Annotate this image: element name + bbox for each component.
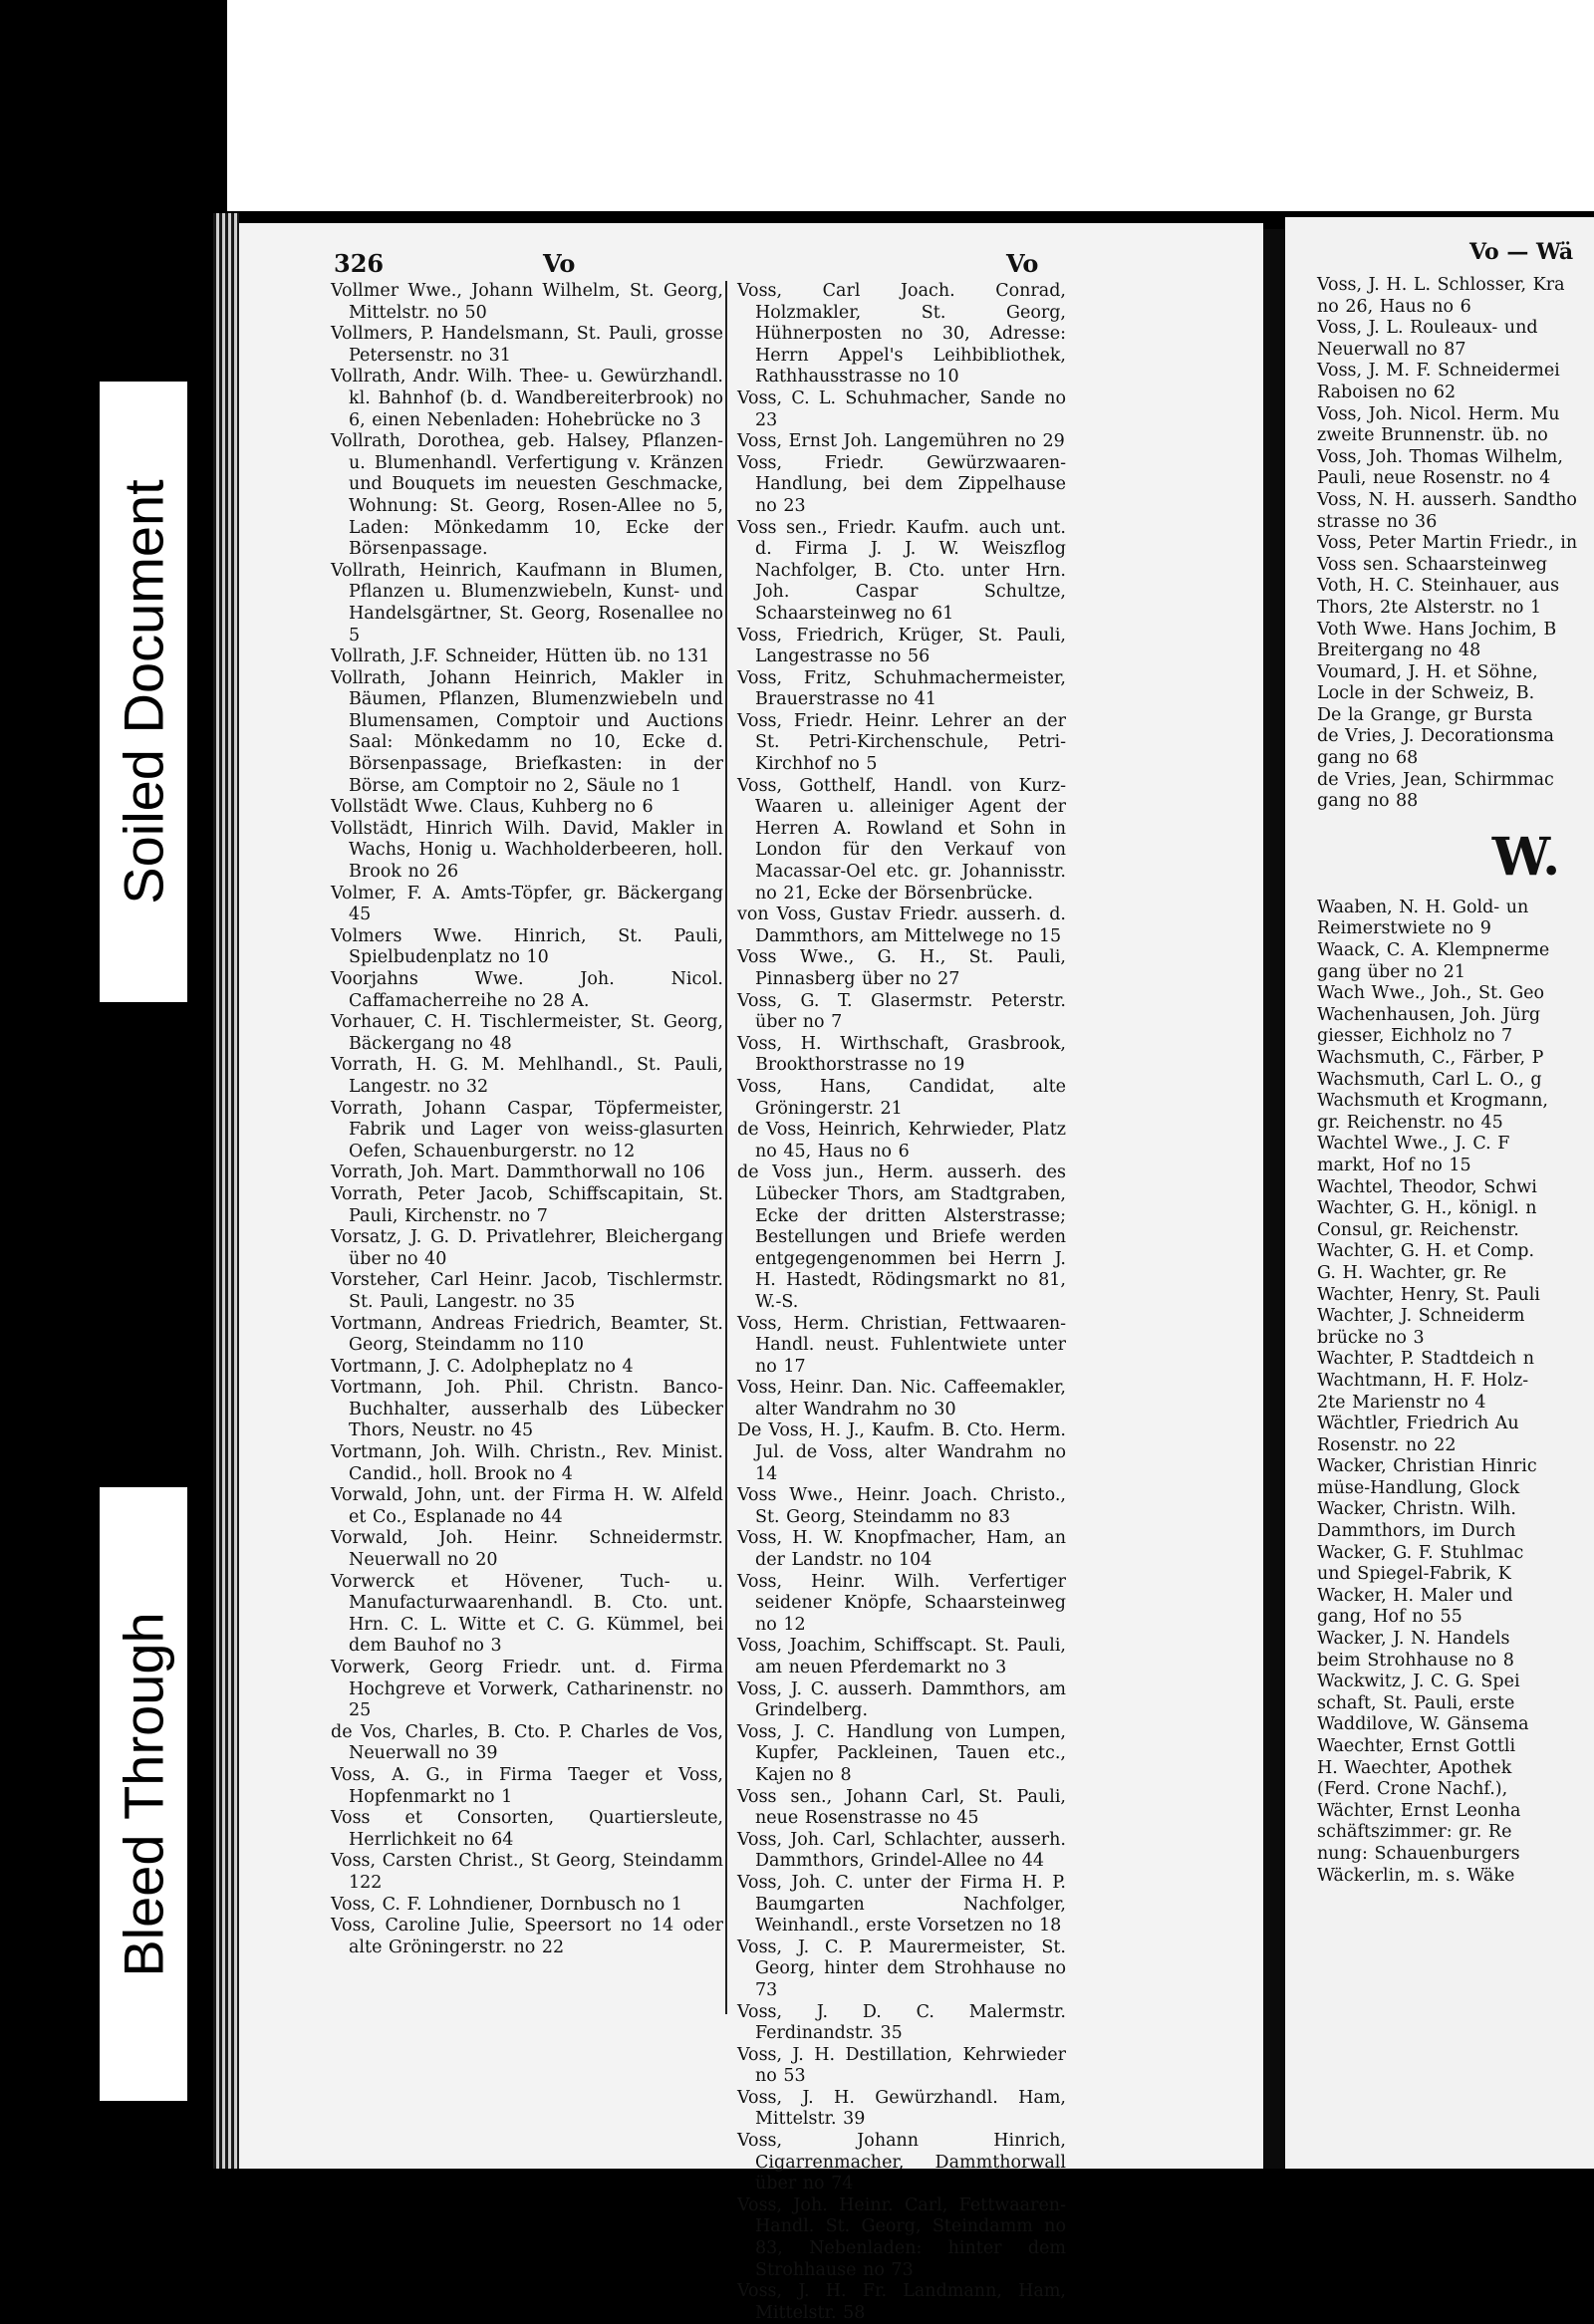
directory-entry: De Voss, H. J., Kaufm. B. Cto. Herm. Jul. de Voss, alter Wandrahm no 14 bbox=[737, 1420, 1066, 1484]
directory-entry: Voss, A. G., in Firma Taeger et Voss, Hopfenmarkt no 1 bbox=[331, 1764, 723, 1807]
directory-entry: Wachter, Henry, St. Pauli bbox=[1317, 1284, 1540, 1305]
directory-entry: Rosenstr. no 22 bbox=[1317, 1434, 1457, 1455]
directory-entry: Voss, J. L. Rouleaux- und bbox=[1317, 318, 1538, 339]
directory-entry: Voss sen., Johann Carl, St. Pauli, neue Rosenstrasse no 45 bbox=[737, 1786, 1066, 1829]
book-gutter bbox=[1263, 229, 1285, 2169]
directory-entry: Voss, N. H. ausserh. Sandtho bbox=[1317, 489, 1577, 510]
directory-entry: Volmer, F. A. Amts-Töpfer, gr. Bäckergang 45 bbox=[331, 883, 723, 925]
column-divider bbox=[725, 281, 727, 2014]
directory-entry: Vorhauer, C. H. Tischlermeister, St. Georg, Bäckergang no 48 bbox=[331, 1012, 723, 1054]
directory-entry: Breitergang no 48 bbox=[1317, 641, 1481, 661]
directory-entry: Voss, J. H. Destillation, Kehrwieder no 53 bbox=[737, 2044, 1066, 2087]
directory-entry: H. Waechter, Apothek bbox=[1317, 1757, 1512, 1778]
directory-entry: schaft, St. Pauli, erste bbox=[1317, 1692, 1515, 1713]
right-entries-vo bbox=[1317, 275, 1594, 813]
directory-entry: de Voss, Heinrich, Kehrwieder, Platz no 45, Haus no 6 bbox=[737, 1120, 1066, 1162]
directory-entry: und Spiegel-Fabrik, K bbox=[1317, 1564, 1511, 1585]
directory-entry: Reimerstwiete no 9 bbox=[1317, 918, 1491, 939]
directory-entry: Voss, J. C. P. Maurermeister, St. Georg, hinter dem Strohhause no 73 bbox=[737, 1937, 1066, 2000]
directory-entry: Voss Wwe., Heinr. Joach. Christo., St. Georg, Steindamm no 83 bbox=[737, 1485, 1066, 1527]
directory-entry: Vorwerck et Hövener, Tuch- u. Manufacturwaarenhandl. B. Cto. unt. Hrn. C. L. Witte et C. G. Kümmel, bei dem Bauhof no 3 bbox=[331, 1571, 723, 1657]
book-page-edges bbox=[213, 213, 239, 2169]
directory-entry: Voss et Consorten, Quartiersleute, Herrlichkeit no 64 bbox=[331, 1808, 723, 1850]
directory-entry: müse-Handlung, Glock bbox=[1317, 1477, 1520, 1498]
directory-entry: Vorsteher, Carl Heinr. Jacob, Tischlermstr. St. Pauli, Langestr. no 35 bbox=[331, 1270, 723, 1312]
right-entries-wa bbox=[1317, 898, 1594, 1887]
directory-entry: gang, Hof no 55 bbox=[1317, 1607, 1462, 1628]
directory-entry: Waaben, N. H. Gold- un bbox=[1317, 897, 1529, 917]
directory-entry: Wachenhausen, Joh. Jürg bbox=[1317, 1004, 1541, 1025]
directory-entry: strasse no 36 bbox=[1317, 511, 1438, 532]
right-page-partial bbox=[1285, 217, 1594, 2169]
directory-entry: Wacker, J. N. Handels bbox=[1317, 1629, 1510, 1650]
directory-column-2 bbox=[737, 281, 1066, 2324]
directory-entry: Voss Wwe., G. H., St. Pauli, Pinnasberg über no 27 bbox=[737, 947, 1066, 989]
directory-entry: Thors, 2te Alsterstr. no 1 bbox=[1317, 597, 1542, 618]
directory-entry: giesser, Eichholz no 7 bbox=[1317, 1026, 1513, 1047]
directory-entry: Locle in der Schweiz, B. bbox=[1317, 683, 1535, 704]
directory-entry: Voss, J. H. L. Schlosser, Kra bbox=[1317, 275, 1565, 295]
directory-entry: nung: Schauenburgers bbox=[1317, 1843, 1520, 1864]
directory-entry: Voss, Joh. Nicol. Herm. Mu bbox=[1317, 403, 1560, 424]
directory-entry: Vorwald, John, unt. der Firma H. W. Alfeld et Co., Esplanade no 44 bbox=[331, 1485, 723, 1527]
directory-entry: brücke no 3 bbox=[1317, 1327, 1425, 1348]
directory-entry: Voss, J. D. C. Malermstr. Ferdinandstr. 35 bbox=[737, 2001, 1066, 2044]
directory-entry: Voss, J. H. Fr. Landmann, Ham, Mittelstr. 58 bbox=[737, 2281, 1066, 2323]
directory-entry: Vorsatz, J. G. D. Privatlehrer, Bleichergang über no 40 bbox=[331, 1227, 723, 1269]
directory-entry: Voss sen. Schaarsteinweg bbox=[1317, 554, 1547, 575]
directory-entry: Vortmann, Andreas Friedrich, Beamter, St. Georg, Steindamm no 110 bbox=[331, 1313, 723, 1356]
directory-entry: Wachter, J. Schneiderm bbox=[1317, 1306, 1525, 1327]
directory-entry: Wachsmuth, Carl L. O., g bbox=[1317, 1069, 1542, 1090]
directory-entry: Voss sen., Friedr. Kaufm. auch unt. d. Firma J. J. W. Weiszflog Nachfolger, B. Cto. unter Hrn. Joh. Caspar Schultze, Schaarsteinweg no 61 bbox=[737, 517, 1066, 624]
directory-entry: Vollrath, Dorothea, geb. Halsey, Pflanzen- u. Blumenhandl. Verfertigung v. Kränzen und Bouquets im neuesten Geschmacke, Wohnung: St. Georg, Rosen-Allee no 5, Laden: Mönkedamm 10, Ecke der Börsenpassage. bbox=[331, 431, 723, 560]
directory-entry: Voss, Friedrich, Krüger, St. Pauli, Langestrasse no 56 bbox=[737, 625, 1066, 667]
section-letter-w: W. bbox=[1491, 826, 1561, 888]
directory-entry: (Ferd. Crone Nachf.), bbox=[1317, 1779, 1508, 1800]
directory-entry: von Voss, Gustav Friedr. ausserh. d. Dammthors, am Mittelwege no 15 bbox=[737, 904, 1066, 946]
directory-entry: Voss, Joachim, Schiffscapt. St. Pauli, am neuen Pferdemarkt no 3 bbox=[737, 1636, 1066, 1678]
directory-entry: Voss, Joh. Thomas Wilhelm, bbox=[1317, 446, 1563, 467]
directory-entry: Voss, C. L. Schuhmacher, Sande no 23 bbox=[737, 387, 1066, 430]
directory-entry: Voss, Joh. Carl, Schlachter, ausserh. Dammthors, Grindel-Allee no 44 bbox=[737, 1829, 1066, 1872]
page-number: 326 bbox=[334, 249, 385, 278]
directory-entry: Voss, Fritz, Schuhmachermeister, Brauerstrasse no 41 bbox=[737, 667, 1066, 710]
directory-entry: zweite Brunnenstr. üb. no bbox=[1317, 425, 1548, 446]
page-header bbox=[239, 243, 1263, 283]
directory-entry: Vortmann, Joh. Phil. Christn. Banco-Buchhalter, ausserhalb des Lübecker Thors, Neustr. no 45 bbox=[331, 1378, 723, 1441]
directory-entry: Vollrath, J.F. Schneider, Hütten üb. no 131 bbox=[331, 646, 710, 667]
directory-entry: Vorrath, H. G. M. Mehlhandl., St. Pauli, Langestr. no 32 bbox=[331, 1055, 723, 1097]
directory-entry: Voumard, J. H. et Söhne, bbox=[1317, 661, 1538, 682]
directory-column-1 bbox=[331, 281, 723, 1958]
directory-entry: Volmers Wwe. Hinrich, St. Pauli, Spielbudenplatz no 10 bbox=[331, 925, 723, 968]
directory-entry: Vorrath, Joh. Mart. Dammthorwall no 106 bbox=[331, 1162, 705, 1183]
directory-entry: beim Strohhause no 8 bbox=[1317, 1650, 1514, 1671]
directory-entry: Voss, J. H. Gewürzhandl. Ham, Mittelstr. 39 bbox=[737, 2087, 1066, 2130]
directory-entry: Waddilove, W. Gänsema bbox=[1317, 1714, 1529, 1735]
directory-entry: Vollmer Wwe., Johann Wilhelm, St. Georg, Mittelstr. no 50 bbox=[331, 281, 723, 323]
directory-entry: Wacker, G. F. Stuhlmac bbox=[1317, 1542, 1524, 1563]
directory-entry: Vollrath, Heinrich, Kaufmann in Blumen, Pflanzen u. Blumenzwiebeln, Kunst- und Handelsgärtner, St. Georg, Rosenallee no 5 bbox=[331, 560, 723, 646]
directory-entry: Raboisen no 62 bbox=[1317, 382, 1457, 402]
directory-entry: Voss, Johann Hinrich, Cigarrenmacher, Dammthorwall über no 74 bbox=[737, 2131, 1066, 2195]
directory-entry: De la Grange, gr Bursta bbox=[1317, 704, 1533, 725]
directory-entry: Voss, Friedr. Gewürzwaaren-Handlung, bei dem Zippelhause no 23 bbox=[737, 452, 1066, 516]
directory-entry: Voth Wwe. Hans Jochim, B bbox=[1317, 619, 1557, 640]
directory-entry: Dammthors, im Durch bbox=[1317, 1521, 1516, 1542]
directory-entry: Voss, C. F. Lohndiener, Dornbusch no 1 bbox=[331, 1894, 682, 1915]
directory-entry: Voss, G. T. Glasermstr. Peterstr. über no 7 bbox=[737, 990, 1066, 1033]
directory-entry: Voss, J. C. ausserh. Dammthors, am Grindelberg. bbox=[737, 1678, 1066, 1721]
background-white-top-right bbox=[1158, 0, 1594, 169]
directory-entry: Wachter, P. Stadtdeich n bbox=[1317, 1349, 1535, 1370]
directory-entry: Voss, Ernst Joh. Langemühren no 29 bbox=[737, 431, 1065, 452]
directory-entry: Consul, gr. Reichenstr. bbox=[1317, 1219, 1519, 1240]
directory-entry: Vorwerk, Georg Friedr. unt. d. Firma Hochgreve et Vorwerk, Catharinenstr. no 25 bbox=[331, 1658, 723, 1721]
directory-entry: schäftszimmer: gr. Re bbox=[1317, 1822, 1512, 1843]
directory-entry: Wachsmuth, C., Färber, P bbox=[1317, 1048, 1544, 1068]
directory-entry: Wackwitz, J. C. G. Spei bbox=[1317, 1672, 1520, 1692]
directory-entry: Voss, Gotthelf, Handl. von Kurz-Waaren u. alleiniger Agent der Herren A. Rowland et Sohn in London für den Verkauf von Macassar-Oel etc. gr. Johannisstr. no 21, Ecke der Börsenbrücke. bbox=[737, 775, 1066, 904]
directory-entry: Voss, Heinr. Wilh. Verfertiger seidener Knöpfe, Schaarsteinweg no 12 bbox=[737, 1571, 1066, 1635]
directory-entry: Wachtel Wwe., J. C. F bbox=[1317, 1134, 1510, 1155]
directory-entry: no 26, Haus no 6 bbox=[1317, 296, 1471, 317]
directory-entry: Waechter, Ernst Gottli bbox=[1317, 1736, 1516, 1756]
directory-entry: G. H. Wachter, gr. Re bbox=[1317, 1262, 1507, 1283]
directory-entry: Vortmann, J. C. Adolpheplatz no 4 bbox=[331, 1356, 634, 1377]
directory-entry: Voss, Joh. Heinr. Carl, Fettwaaren-Handl. St. Georg, Steindamm no 83, Nebenladen: hinter dem Strohhause no 73 bbox=[737, 2195, 1066, 2280]
directory-entry: gang über no 21 bbox=[1317, 961, 1466, 982]
directory-entry: Pauli, neue Rosenstr. no 4 bbox=[1317, 468, 1551, 489]
directory-entry: Vorrath, Peter Jacob, Schiffscapitain, St. Pauli, Kirchenstr. no 7 bbox=[331, 1183, 723, 1226]
directory-entry: de Vos, Charles, B. Cto. P. Charles de Vos, Neuerwall no 39 bbox=[331, 1721, 723, 1764]
bleed-through-text: Bleed Through bbox=[112, 1611, 175, 1977]
directory-entry: Voss, Herm. Christian, Fettwaaren-Handl. neust. Fuhlentwiete unter no 17 bbox=[737, 1313, 1066, 1377]
directory-entry: Vorwald, Joh. Heinr. Schneidermstr. Neuerwall no 20 bbox=[331, 1528, 723, 1571]
directory-entry: Voss, Heinr. Dan. Nic. Caffeemakler, alter Wandrahm no 30 bbox=[737, 1378, 1066, 1420]
bleed-through-label bbox=[100, 1487, 187, 2101]
directory-entry: Wachsmuth et Krogmann, bbox=[1317, 1091, 1548, 1112]
directory-entry: Voss, Hans, Candidat, alte Gröningerstr. 21 bbox=[737, 1076, 1066, 1119]
directory-entry: Vollstädt, Hinrich Wilh. David, Makler in Wachs, Honig u. Wachholderbeeren, holl. Brook no 26 bbox=[331, 818, 723, 883]
directory-entry: Voss, Peter Martin Friedr., in bbox=[1317, 533, 1578, 554]
directory-entry: Wachter, G. H. et Comp. bbox=[1317, 1241, 1535, 1262]
directory-entry: Voss, J. M. F. Schneidermei bbox=[1317, 361, 1560, 382]
directory-entry: Voorjahns Wwe. Joh. Nicol. Caffamacherreihe no 28 A. bbox=[331, 969, 723, 1011]
directory-entry: gang no 68 bbox=[1317, 748, 1419, 769]
directory-entry: Wächtler, Friedrich Au bbox=[1317, 1414, 1519, 1434]
directory-entry: Wacker, Christian Hinric bbox=[1317, 1456, 1537, 1477]
directory-entry: Waack, C. A. Klempnerme bbox=[1317, 940, 1550, 961]
directory-entry: Voss, Friedr. Heinr. Lehrer an der St. Petri-Kirchenschule, Petri-Kirchhof no 5 bbox=[737, 710, 1066, 775]
directory-entry: Wachtmann, H. F. Holz- bbox=[1317, 1370, 1529, 1391]
directory-entry: 2te Marienstr no 4 bbox=[1317, 1392, 1486, 1413]
directory-entry: Wachter, G. H., königl. n bbox=[1317, 1198, 1537, 1219]
directory-entry: de Voss jun., Herm. ausserh. des Lübecker Thors, am Stadtgraben, Ecke der dritten Alsterstrasse; Bestellungen und Briefe werden entgegengenommen bei Herrn J. H. Hastedt, Rödingsmarkt no 81, W.-S. bbox=[737, 1162, 1066, 1312]
soiled-document-label bbox=[100, 382, 187, 1002]
left-page bbox=[239, 223, 1263, 2323]
directory-entry: Voss, J. C. Handlung von Lumpen, Kupfer, Packleinen, Tauen etc., Kajen no 8 bbox=[737, 1721, 1066, 1785]
header-left-column: Vo bbox=[543, 249, 576, 278]
directory-entry: de Vries, J. Decorationsma bbox=[1317, 726, 1554, 747]
directory-entry: Vorrath, Johann Caspar, Töpfermeister, Fabrik und Lager von weiss-glasurten Oefen, Schauenburgerstr. no 12 bbox=[331, 1098, 723, 1162]
directory-entry: Wäckerlin, m. s. Wäke bbox=[1317, 1865, 1515, 1886]
directory-entry: Vollmers, P. Handelsmann, St. Pauli, grosse Petersenstr. no 31 bbox=[331, 324, 723, 366]
directory-entry: Neuerwall no 87 bbox=[1317, 339, 1466, 360]
directory-entry: Voss, Carsten Christ., St Georg, Steindamm 122 bbox=[331, 1851, 723, 1893]
directory-entry: Voss, Joh. C. unter der Firma H. P. Baumgarten Nachfolger, Weinhandl., erste Vorsetzen no 18 bbox=[737, 1872, 1066, 1937]
directory-entry: Wächter, Ernst Leonha bbox=[1317, 1800, 1521, 1821]
directory-entry: Voss, H. W. Knopfmacher, Ham, an der Landstr. no 104 bbox=[737, 1528, 1066, 1571]
directory-entry: Voss, H. Wirthschaft, Grasbrook, Brookthorstrasse no 19 bbox=[737, 1033, 1066, 1076]
directory-entry: gr. Reichenstr. no 45 bbox=[1317, 1112, 1503, 1133]
directory-entry: Wachtel, Theodor, Schwi bbox=[1317, 1176, 1537, 1197]
right-page-column bbox=[1317, 275, 1594, 1887]
directory-entry: Wacker, H. Maler und bbox=[1317, 1585, 1513, 1606]
directory-entry: Vortmann, Joh. Wilh. Christn., Rev. Minist. Candid., holl. Brook no 4 bbox=[331, 1442, 723, 1484]
directory-entry: Wacker, Christn. Wilh. bbox=[1317, 1499, 1516, 1520]
directory-entry: gang no 88 bbox=[1317, 791, 1419, 812]
soiled-document-text: Soiled Document bbox=[112, 479, 175, 904]
right-page-header: Vo — Wä bbox=[1469, 239, 1574, 265]
header-right-column: Vo bbox=[1006, 249, 1039, 278]
directory-entry: Vollrath, Johann Heinrich, Makler in Bäumen, Pflanzen, Blumenzwiebeln und Blumensamen, Comptoir und Auctions Saal: Mönkedamm no 10, Ecke d. Börsenpassage, Briefkasten: in der Börse, am Comptoir no 2, Säule no 1 bbox=[331, 667, 723, 796]
directory-entry: markt, Hof no 15 bbox=[1317, 1155, 1471, 1175]
directory-entry: Wach Wwe., Joh., St. Geo bbox=[1317, 983, 1545, 1004]
directory-entry: Voss, Caroline Julie, Speersort no 14 oder alte Gröningerstr. no 22 bbox=[331, 1916, 723, 1957]
directory-entry: Vollrath, Andr. Wilh. Thee- u. Gewürzhandl. kl. Bahnhof (b. d. Wandbereiterbrook) no 6, einen Nebenladen: Hohebrücke no 3 bbox=[331, 367, 723, 430]
directory-entry: Voss, Carl Joach. Conrad, Holzmakler, St. Georg, Hühnerposten no 30, Adresse: Herrn Appel's Leihbibliothek, Rathhausstrasse no 10 bbox=[737, 281, 1066, 387]
directory-entry: Vollstädt Wwe. Claus, Kuhberg no 6 bbox=[331, 797, 654, 818]
directory-entry: de Vries, Jean, Schirmmac bbox=[1317, 769, 1554, 790]
directory-entry: Voth, H. C. Steinhauer, aus bbox=[1317, 576, 1560, 597]
